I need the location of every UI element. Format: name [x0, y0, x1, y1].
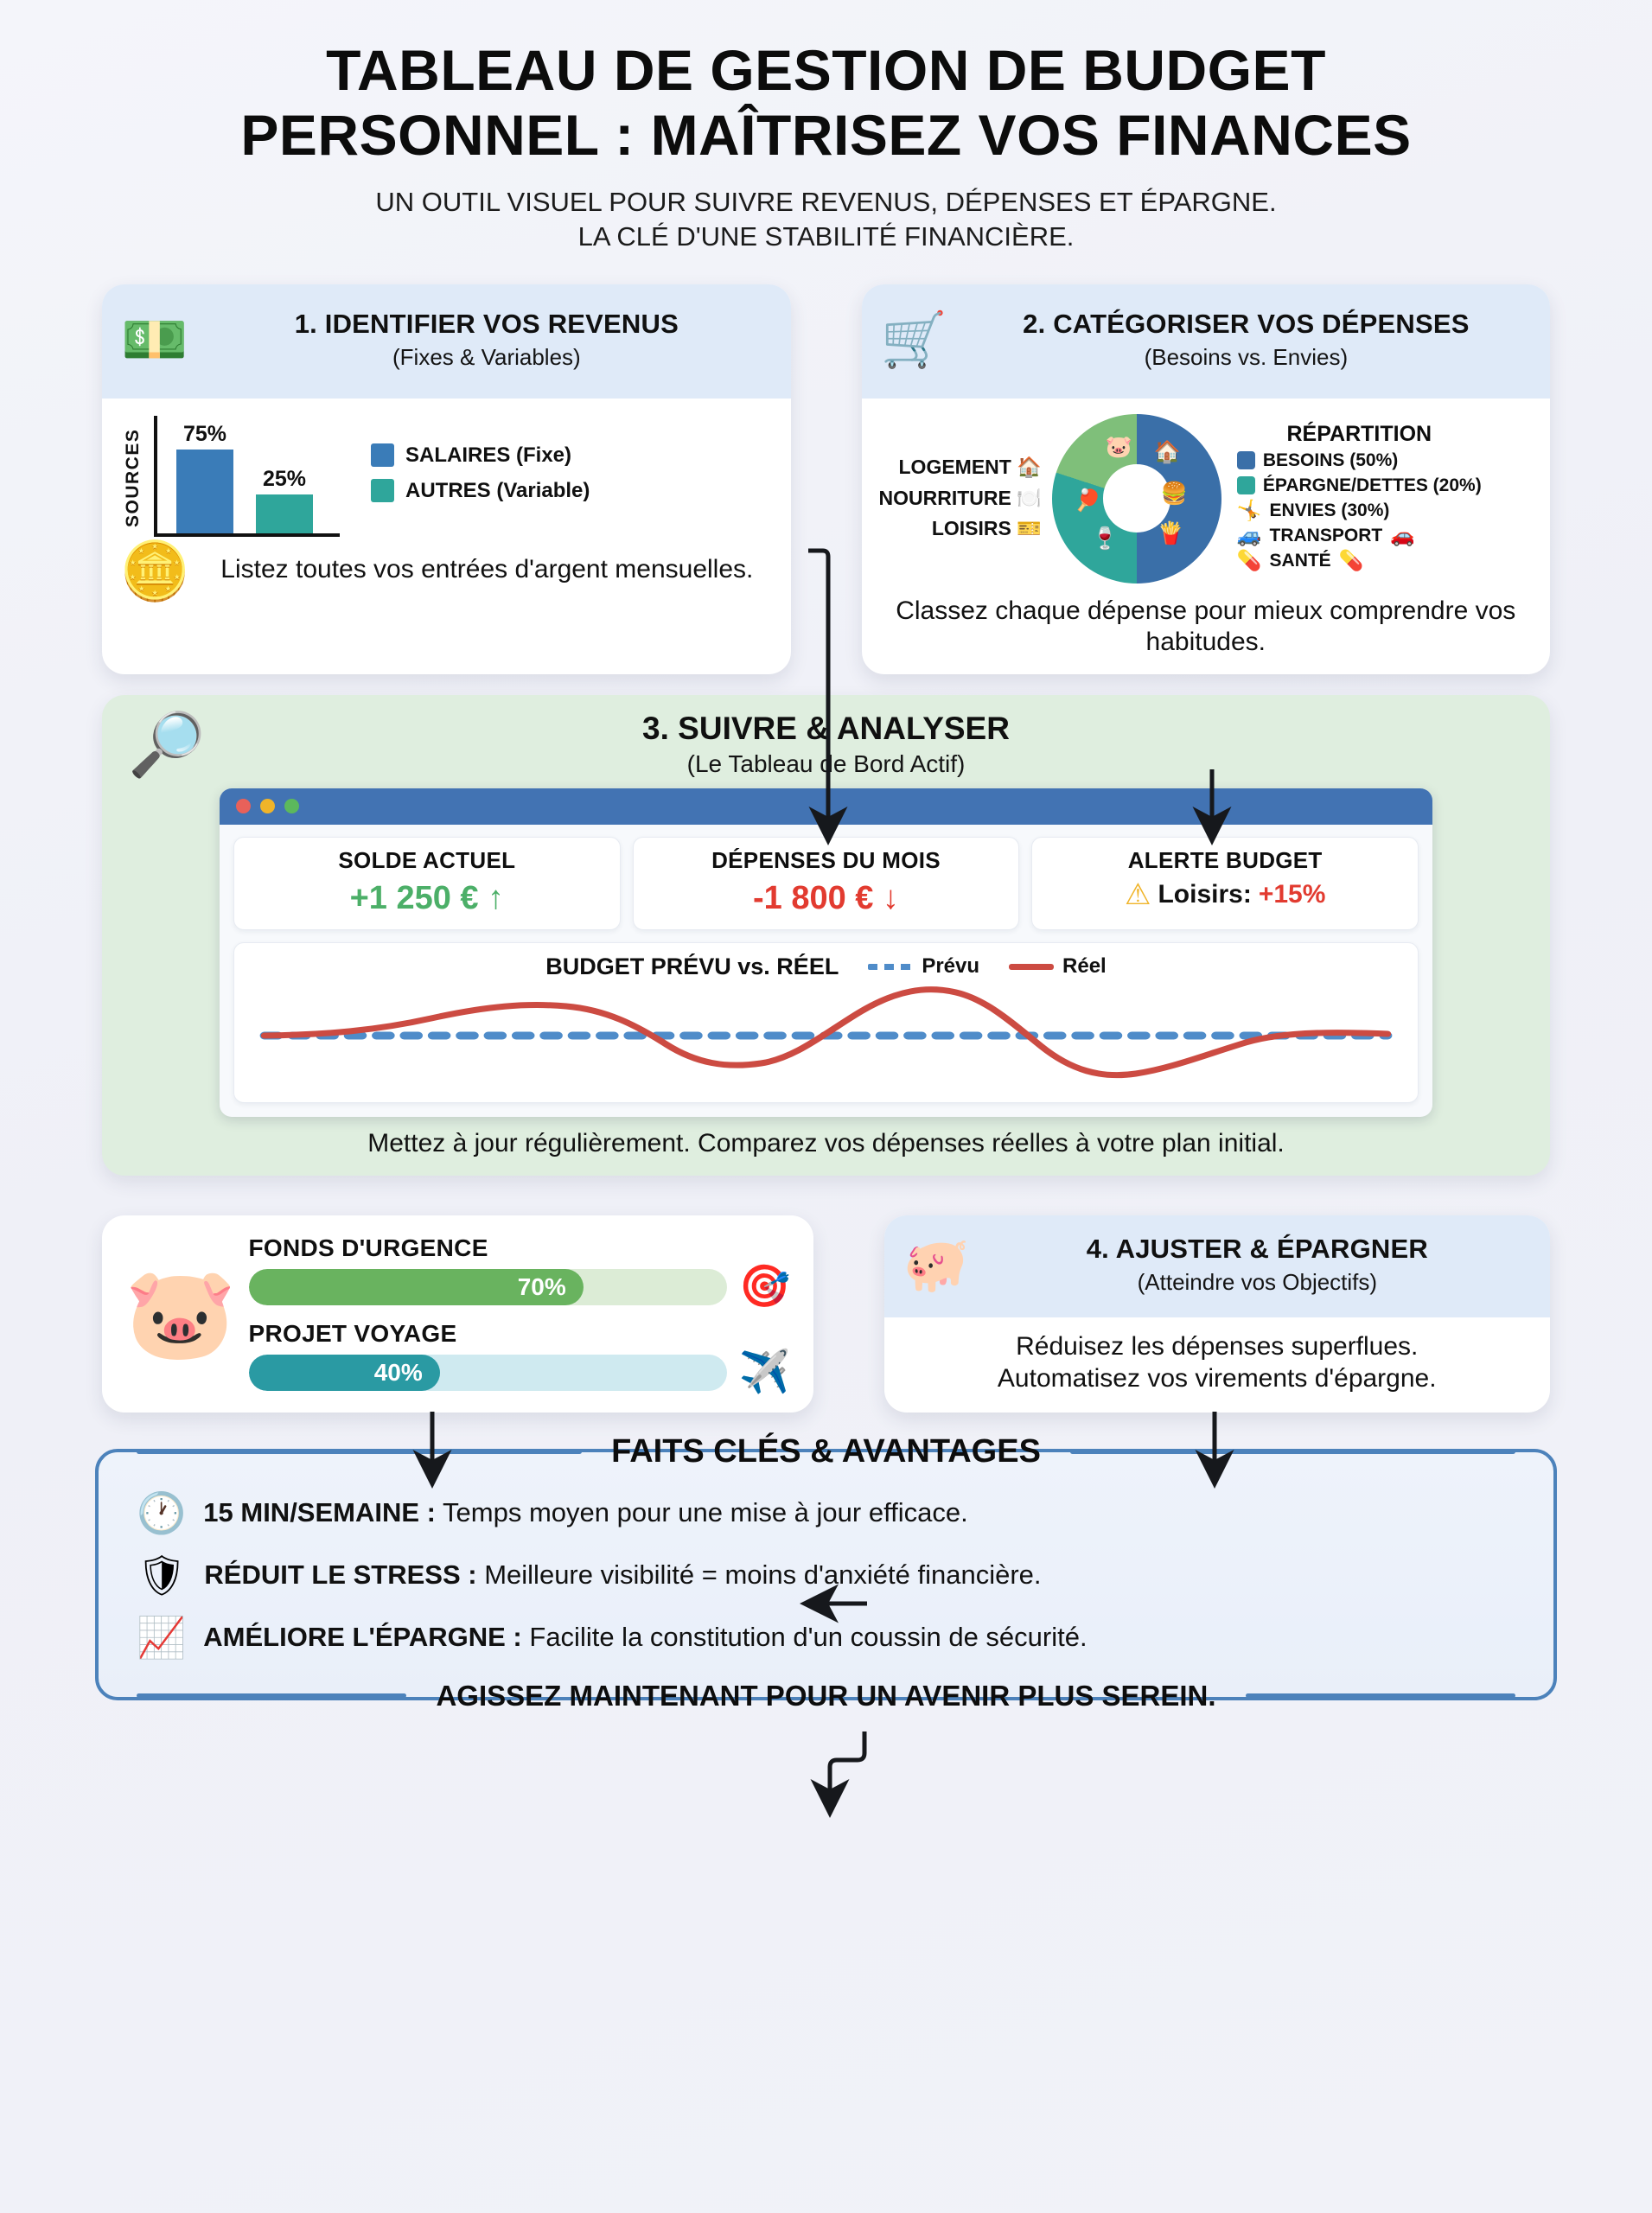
burger-icon: 🍔	[1160, 481, 1189, 506]
pill-icon: 💊	[1236, 549, 1262, 572]
progress-track	[249, 1269, 727, 1305]
bar-plot-area	[154, 416, 340, 537]
fact-description: Temps moyen pour une mise à jour efficace.	[436, 1496, 968, 1527]
progress-percent: 70%	[517, 1272, 566, 1300]
divider-left	[137, 1450, 582, 1454]
kpi-alert-value	[1037, 877, 1413, 911]
alert-percent: +15%	[1258, 879, 1326, 909]
cta-row	[137, 1680, 1515, 1712]
step-4-title: 4. AJUSTER & ÉPARGNER	[1086, 1234, 1428, 1265]
fact-description: Meilleure visibilité = moins d'anxiété financière.	[476, 1559, 1042, 1590]
budget-line-chart	[233, 942, 1419, 1103]
connector-step4-to-facts	[830, 1731, 864, 1805]
fact-bold-label: RÉDUIT LE STRESS :	[204, 1559, 477, 1590]
chart-axis-label: SOURCES	[123, 428, 143, 527]
legend-label-reel: Réel	[1062, 954, 1107, 979]
legend-label-epargne: ÉPARGNE/DETTES (20%)	[1262, 475, 1482, 495]
fact-item	[137, 1614, 1515, 1660]
minimize-window-dot[interactable]	[260, 799, 275, 813]
target-icon: 🎯	[738, 1263, 791, 1310]
money-in-hand-icon: 💵	[121, 309, 188, 370]
piggy-bank-growth-icon: 🐖	[903, 1234, 970, 1295]
step-3-section	[102, 695, 1550, 1176]
kpi-row	[233, 837, 1419, 930]
expense-legend	[1228, 422, 1482, 576]
goals-list	[249, 1234, 791, 1393]
donut-chart	[1052, 414, 1221, 584]
fact-text	[203, 1622, 1087, 1653]
dashed-line-swatch	[868, 964, 913, 970]
legend-item	[1237, 450, 1482, 471]
dashboard-content	[220, 825, 1432, 1117]
legend-swatch-salaires	[371, 443, 394, 467]
dashboard-window	[220, 788, 1432, 1117]
growth-chart-icon: 📈	[137, 1614, 187, 1660]
facts-title-row	[137, 1433, 1515, 1470]
warning-triangle-icon: ⚠	[1124, 877, 1151, 911]
expense-donut-chart	[879, 411, 1534, 584]
goal-projet-voyage	[249, 1320, 791, 1393]
step-1-card	[102, 284, 791, 674]
category-nourriture: NOURRITURE 🍽️	[878, 486, 1042, 509]
coins-icon: 🪙	[119, 538, 191, 603]
line-chart-title: BUDGET PRÉVU vs. RÉEL	[545, 953, 839, 979]
legend-label-sante: SANTÉ	[1269, 550, 1331, 571]
bar-autres	[256, 466, 313, 533]
steps-top-row	[0, 253, 1652, 674]
goal-label: PROJET VOYAGE	[248, 1319, 457, 1347]
category-loisirs: LOISIRS 🎫	[931, 517, 1042, 540]
divider-left	[137, 1693, 406, 1698]
alert-category-label: Loisirs:	[1158, 879, 1252, 909]
step-1-header	[102, 284, 791, 399]
legend-item	[1237, 501, 1482, 521]
house-icon: 🏠	[1153, 439, 1182, 464]
shield-check-icon: 🛡	[137, 1552, 188, 1598]
legend-item	[1237, 475, 1482, 496]
step-2-body	[862, 399, 1551, 674]
legend-item	[371, 479, 590, 503]
income-legend	[350, 443, 590, 537]
window-title-bar	[220, 788, 1432, 825]
title-line-2: PERSONNEL : MAÎTRISEZ VOS FINANCES	[240, 103, 1412, 168]
fact-item	[137, 1552, 1515, 1598]
step-1-note: Listez toutes vos entrées d'argent mensuelles.	[220, 555, 754, 584]
bar-value-autres: 25%	[262, 466, 307, 491]
goal-progress-row	[249, 1349, 791, 1395]
legend-label-envies: ENVIES (30%)	[1269, 500, 1390, 520]
step-2-card	[862, 284, 1551, 674]
legend-item	[1237, 551, 1482, 571]
divider-right	[1070, 1450, 1515, 1454]
legend-label-salaires: SALAIRES (Fixe)	[405, 443, 572, 467]
step-4-body	[884, 1317, 1551, 1413]
solid-line-swatch	[1009, 964, 1054, 970]
piggy-bank-icon: 🐷	[1105, 434, 1133, 459]
close-window-dot[interactable]	[236, 799, 251, 813]
fact-bold-label: 15 MIN/SEMAINE :	[203, 1496, 436, 1527]
call-to-action: AGISSEZ MAINTENANT POUR UN AVENIR PLUS SEREIN.	[436, 1679, 1216, 1712]
step-3-header	[124, 711, 1528, 778]
page-subtitle	[78, 185, 1574, 252]
van-icon: 🚙	[1236, 524, 1262, 547]
fact-item	[137, 1489, 1515, 1535]
step-1-note-row	[119, 538, 774, 603]
fact-text	[203, 1497, 967, 1528]
kpi-alerte-budget	[1031, 837, 1419, 930]
drinks-icon: 🍷	[1091, 526, 1119, 551]
kpi-label: ALERTE BUDGET	[1127, 846, 1323, 873]
legend-item-prevu	[868, 954, 979, 979]
ticket-icon: 🎫	[1017, 517, 1042, 540]
legend-swatch-besoins	[1237, 451, 1255, 469]
capsule-icon: 💊	[1338, 549, 1364, 572]
clock-icon: 🕐	[137, 1489, 187, 1535]
step-4-card	[884, 1215, 1551, 1413]
legend-item	[371, 443, 590, 468]
line-chart-plot	[246, 980, 1406, 1091]
title-line-1: TABLEAU DE GESTION DE BUDGET	[326, 38, 1326, 102]
kpi-depenses-du-mois	[633, 837, 1020, 930]
plate-icon: 🍽️	[1017, 486, 1042, 509]
goal-fonds-urgence	[249, 1234, 791, 1308]
car-icon: 🚗	[1390, 524, 1415, 547]
step-4-header	[884, 1215, 1551, 1317]
step-1-subtitle: (Fixes & Variables)	[392, 344, 581, 371]
piggy-bank-plant-icon: 🐷	[124, 1263, 237, 1364]
subtitle-line-2: LA CLÉ D'UNE STABILITÉ FINANCIÈRE.	[577, 220, 1075, 252]
legend-label-transport: TRANSPORT	[1269, 525, 1383, 545]
legend-label-prevu: Prévu	[922, 954, 980, 979]
legend-label-autres: AUTRES (Variable)	[405, 478, 590, 502]
step-2-header	[862, 284, 1551, 399]
kpi-value: +1 250 € ↑	[349, 879, 505, 916]
step-3-subtitle: (Le Tableau de Bord Actif)	[686, 749, 966, 777]
step-3-note: Mettez à jour régulièrement. Comparez vos dépenses réelles à votre plan initial.	[367, 1128, 1285, 1158]
key-facts-section	[95, 1432, 1557, 1712]
shopping-cart-icon: 🛒	[880, 309, 947, 370]
goal-progress-row	[249, 1263, 791, 1310]
airplane-icon: ✈️	[738, 1349, 791, 1395]
divider-right	[1246, 1693, 1515, 1698]
page-title	[78, 38, 1574, 168]
category-logement: LOGEMENT 🏠	[898, 456, 1042, 479]
fries-icon: 🍟	[1157, 520, 1185, 545]
step-1-body	[102, 399, 791, 674]
bar-salaires	[176, 421, 233, 533]
progress-fill	[249, 1269, 584, 1305]
progress-percent: 40%	[373, 1358, 423, 1386]
legend-swatch-autres	[371, 479, 394, 502]
step-2-title: 2. CATÉGORISER VOS DÉPENSES	[1023, 309, 1470, 340]
goal-label: FONDS D'URGENCE	[248, 1234, 488, 1261]
kpi-solde-actuel	[233, 837, 621, 930]
house-icon: 🏠	[1017, 456, 1042, 479]
expense-category-labels	[879, 452, 1045, 545]
step-2-subtitle: (Besoins vs. Envies)	[1144, 344, 1349, 371]
income-bar-chart	[119, 411, 774, 537]
bar-value-salaires: 75%	[182, 421, 227, 446]
page-header	[0, 0, 1652, 253]
legend-item	[1237, 526, 1482, 546]
step-1-title: 1. IDENTIFIER VOS REVENUS	[294, 309, 679, 340]
dashboard-magnifier-icon: 🔎	[128, 710, 206, 780]
subtitle-line-1: UN OUTIL VISUEL POUR SUIVRE REVENUS, DÉPENSES ET ÉPARGNE.	[375, 187, 1277, 218]
kpi-label: DÉPENSES DU MOIS	[711, 846, 941, 873]
facts-title: FAITS CLÉS & AVANTAGES	[611, 1432, 1041, 1470]
progress-track	[249, 1355, 727, 1391]
step-3-title: 3. SUIVRE & ANALYSER	[642, 710, 1010, 746]
savings-goals-card	[102, 1215, 813, 1413]
person-icon: 🤸	[1236, 499, 1262, 522]
maximize-window-dot[interactable]	[284, 799, 299, 813]
fact-description: Facilite la constitution d'un coussin de sécurité.	[521, 1621, 1088, 1652]
step-2-note: Classez chaque dépense pour mieux comprendre vos habitudes.	[896, 596, 1516, 657]
legend-swatch-epargne	[1237, 476, 1255, 494]
legend-label-besoins: BESOINS (50%)	[1262, 450, 1399, 470]
sports-icon: 🏓	[1074, 488, 1102, 513]
progress-fill	[249, 1355, 440, 1391]
legend-title: RÉPARTITION	[1286, 421, 1432, 446]
legend-item-reel	[1009, 954, 1107, 979]
fact-text	[204, 1559, 1041, 1591]
step-4-note-line-2: Automatisez vos virements d'épargne.	[997, 1363, 1437, 1393]
kpi-label: SOLDE ACTUEL	[338, 846, 516, 873]
fact-bold-label: AMÉLIORE L'ÉPARGNE :	[203, 1621, 522, 1652]
steps-bottom-row	[0, 1176, 1652, 1413]
step-4-subtitle: (Atteindre vos Objectifs)	[1137, 1269, 1378, 1296]
step-4-note-line-1: Réduisez les dépenses superflues.	[1016, 1332, 1419, 1362]
kpi-value: -1 800 € ↓	[753, 879, 899, 916]
line-chart-header	[246, 953, 1406, 980]
step-4-note	[902, 1331, 1534, 1394]
